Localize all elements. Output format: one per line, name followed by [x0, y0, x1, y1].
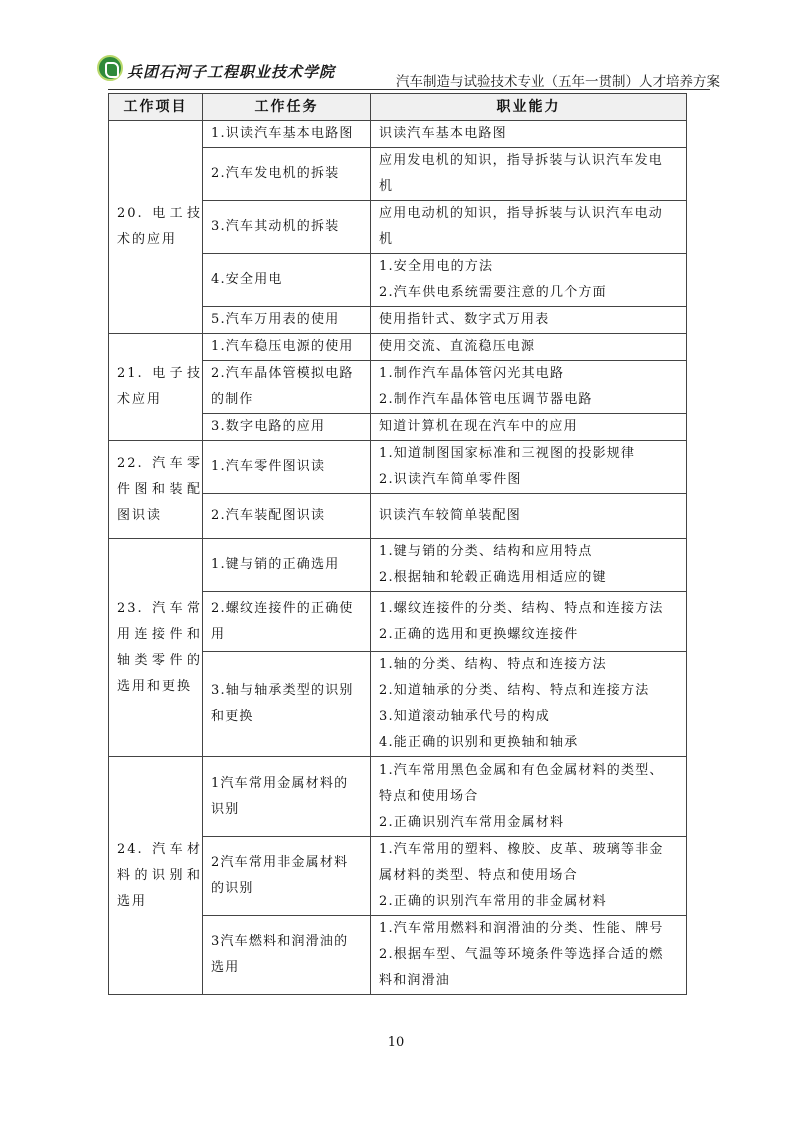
ability-cell [371, 494, 687, 539]
work-task-line: 的制作 [211, 392, 254, 407]
work-item-cell: 20. 电工技术的应用 [109, 121, 203, 334]
ability-line: 使用交流、直流稳压电源 [379, 339, 536, 354]
work-task-line: 3汽车燃料和润滑油的 [211, 934, 349, 949]
work-item-cell: 21. 电子技术应用 [109, 334, 203, 441]
work-task-line: 1.识读汽车基本电路图 [211, 126, 354, 141]
ability-cell [371, 916, 687, 995]
ability-cell [371, 334, 687, 361]
work-task-line: 3.汽车其动机的拆装 [211, 219, 340, 234]
ability-cell [371, 148, 687, 201]
ability-line: 1.汽车常用的塑料、橡胶、皮革、玻璃等非金 [379, 842, 664, 857]
work-task-cell [203, 837, 371, 916]
work-task-cell [203, 254, 371, 307]
table-row [109, 121, 687, 148]
ability-cell [371, 757, 687, 837]
work-task-line: 和更换 [211, 709, 254, 724]
ability-line: 2.汽车供电系统需要注意的几个方面 [379, 285, 607, 300]
work-task-line: 2.汽车晶体管模拟电路 [211, 366, 354, 381]
ability-line: 应用发电机的知识，指导拆装与认识汽车发电 [379, 153, 664, 168]
ability-line: 2.识读汽车简单零件图 [379, 472, 522, 487]
work-task-line: 4.安全用电 [211, 272, 283, 287]
school-logo-icon [97, 55, 123, 81]
work-task-line: 2.汽车发电机的拆装 [211, 166, 340, 181]
curriculum-table [108, 93, 687, 995]
work-task-line: 5.汽车万用表的使用 [211, 312, 340, 327]
work-task-cell [203, 592, 371, 652]
ability-cell [371, 361, 687, 414]
ability-line: 机 [379, 179, 394, 194]
ability-line: 1.制作汽车晶体管闪光其电路 [379, 366, 565, 381]
work-task-line: 2汽车常用非金属材料 [211, 855, 349, 870]
ability-line: 1.知道制图国家标准和三视图的投影规律 [379, 446, 636, 461]
ability-cell [371, 201, 687, 254]
work-item-cell: 23. 汽车常用连接件和轴类零件的选用和更换 [109, 539, 203, 757]
ability-line: 识读汽车较简单装配图 [379, 508, 522, 523]
ability-cell [371, 307, 687, 334]
work-task-line: 3.轴与轴承类型的识别 [211, 683, 354, 698]
work-task-line: 的识别 [211, 881, 254, 896]
work-task-line: 1汽车常用金属材料的 [211, 775, 349, 791]
ability-line: 特点和使用场合 [379, 788, 479, 804]
school-name: 兵团石河子工程职业技术学院 [127, 63, 336, 81]
work-task-cell [203, 201, 371, 254]
work-task-line: 1.汽车稳压电源的使用 [211, 339, 354, 354]
work-task-cell [203, 757, 371, 837]
ability-line: 使用指针式、数字式万用表 [379, 312, 550, 327]
table-header-row [109, 94, 687, 121]
work-task-cell [203, 334, 371, 361]
header-rule [108, 89, 710, 90]
ability-line: 机 [379, 232, 394, 247]
work-task-cell [203, 414, 371, 441]
ability-cell [371, 414, 687, 441]
ability-line: 识读汽车基本电路图 [379, 126, 507, 141]
table-body [109, 121, 687, 995]
ability-line: 1.轴的分类、结构、特点和连接方法 [379, 657, 607, 672]
work-task-cell [203, 916, 371, 995]
work-item-cell: 24. 汽车材料的识别和选用 [109, 757, 203, 995]
work-task-cell [203, 307, 371, 334]
work-task-line: 识别 [211, 801, 240, 817]
work-task-cell [203, 441, 371, 494]
table-row [109, 334, 687, 361]
ability-line: 1.汽车常用黑色金属和有色金属材料的类型、 [379, 762, 664, 778]
ability-line: 2.制作汽车晶体管电压调节器电路 [379, 392, 593, 407]
ability-line: 料和润滑油 [379, 973, 451, 988]
ability-line: 1.安全用电的方法 [379, 259, 494, 274]
column-header: 职业能力 [371, 94, 687, 121]
work-task-cell [203, 121, 371, 148]
ability-line: 属材料的类型、特点和使用场合 [379, 868, 578, 883]
ability-line: 2.知道轴承的分类、结构、特点和连接方法 [379, 683, 650, 698]
work-task-line: 选用 [211, 960, 240, 975]
work-task-line: 用 [211, 626, 226, 642]
page-number: 10 [387, 1035, 405, 1050]
ability-line: 2.正确的识别汽车常用的非金属材料 [379, 894, 607, 909]
work-task-line: 2.汽车装配图识读 [211, 508, 326, 523]
ability-cell [371, 837, 687, 916]
ability-cell [371, 592, 687, 652]
work-task-line: 2.螺纹连接件的正确使 [211, 600, 354, 616]
work-task-line: 3.数字电路的应用 [211, 419, 326, 434]
ability-line: 2.根据车型、气温等环境条件等选择合适的燃 [379, 947, 664, 962]
work-task-cell [203, 361, 371, 414]
work-task-cell [203, 494, 371, 539]
table-row [109, 539, 687, 592]
ability-cell [371, 254, 687, 307]
ability-cell [371, 121, 687, 148]
ability-line: 2.正确的选用和更换螺纹连接件 [379, 626, 579, 642]
ability-line: 1.汽车常用燃料和润滑油的分类、性能、牌号 [379, 921, 664, 936]
work-task-line: 1.汽车零件图识读 [211, 459, 326, 474]
ability-line: 1.键与销的分类、结构和应用特点 [379, 544, 593, 559]
work-task-cell [203, 148, 371, 201]
ability-cell [371, 539, 687, 592]
work-task-cell [203, 539, 371, 592]
ability-line: 4.能正确的识别和更换轴和轴承 [379, 735, 579, 750]
table-row [109, 441, 687, 494]
ability-line: 3.知道滚动轴承代号的构成 [379, 709, 551, 724]
ability-cell [371, 652, 687, 757]
ability-cell [371, 441, 687, 494]
ability-line: 1.螺纹连接件的分类、结构、特点和连接方法 [379, 600, 664, 616]
column-header: 工作任务 [203, 94, 371, 121]
work-task-line: 1.键与销的正确选用 [211, 557, 340, 572]
ability-line: 知道计算机在现在汽车中的应用 [379, 419, 578, 434]
ability-line: 2.根据轴和轮毂正确选用相适应的键 [379, 570, 607, 585]
ability-line: 2.正确识别汽车常用金属材料 [379, 814, 565, 830]
table-row [109, 757, 687, 837]
column-header: 工作项目 [109, 94, 203, 121]
work-item-cell: 22. 汽车零件图和装配图识读 [109, 441, 203, 539]
work-task-cell [203, 652, 371, 757]
ability-line: 应用电动机的知识，指导拆装与认识汽车电动 [379, 206, 664, 221]
page-header [95, 52, 720, 88]
program-title: 汽车制造与试验技术专业（五年一贯制）人才培养方案 [396, 74, 720, 90]
